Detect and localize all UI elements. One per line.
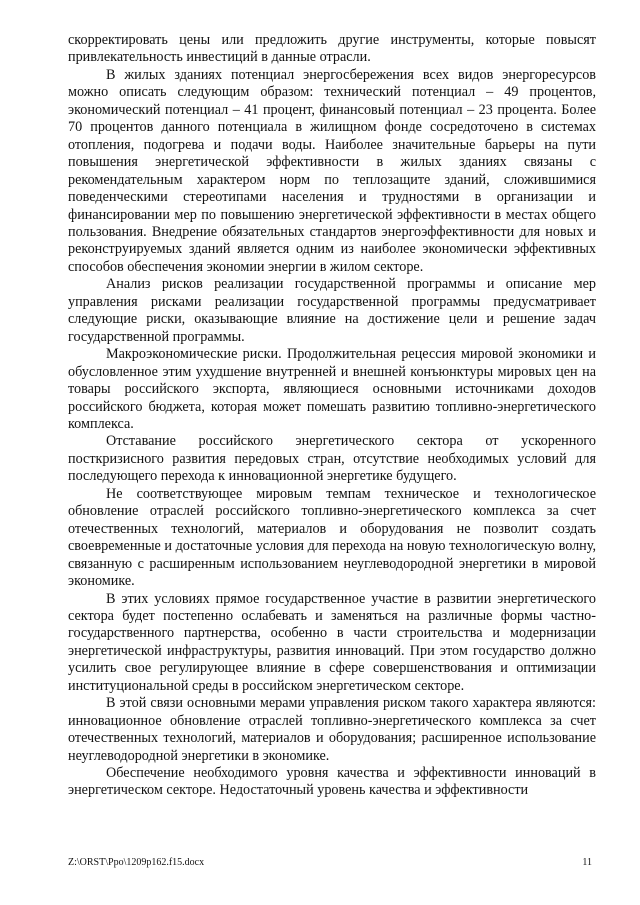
paragraph-2: В жилых зданиях потенциал энергосбережения всех видов энергоресурсов можно описать следующим образом: технический потенциал – 49 процентов, экономический потенциал – 41 процент, финансовый потенциал – 23 процента. Более 70 процентов данного потенциала в жилищном фонде сосредоточено в системах отопления, подогрева и подачи воды. Наиболее значительные барьеры на пути повышения энергетической эффективности в жилых зданиях связаны с рекомендательным характером норм по теплозащите зданий, сложившимися поведенческими стереотипами населения и трудностями в организации и финансировании мер по повышению энергетической эффективности в местах общего пользования. Внедрение обязательных стандартов энергоэффективности для новых и реконструируемых зданий является одним из наиболее экономически эффективных способов обеспечения экономии энергии в жилом секторе. bbox=[68, 66, 596, 275]
footer-file-path: Z:\ORST\Ppo\1209p162.f15.docx bbox=[68, 857, 205, 868]
paragraph-5: Отставание российского энергетического сектора от ускоренного посткризисного развития передовых стран, отсутствие необходимых условий для последующего перехода к инновационной энергетике будущего. bbox=[68, 433, 596, 485]
paragraph-6: Не соответствующее мировым темпам техническое и технологическое обновление отраслей российского топливно-энергетического комплекса за счет отечественных технологий, материалов и оборудования не позволит создать своевременные и достаточные условия для перехода на новую технологическую волну, связанную с расширенным использованием неуглеводородной энергетики в мировой экономике. bbox=[68, 485, 596, 590]
paragraph-4: Макроэкономические риски. Продолжительная рецессия мировой экономики и обусловленное этим ухудшение внутренней и внешней конъюнктуры мировых цен на товары российского экспорта, являющиеся основными источниками доходов российского бюджета, которая может помешать развитию топливно-энергетического комплекса. bbox=[68, 346, 596, 432]
paragraph-8: В этой связи основными мерами управления риском такого характера являются: инновационное обновление отраслей топливно-энергетического комплекса за счет отечественных технологий, материалов и оборудования; расширенное использование неуглеводородной энергетики в экономике. bbox=[68, 695, 596, 764]
page-number: 11 bbox=[582, 857, 592, 868]
document-body bbox=[68, 32, 596, 800]
paragraph-7: В этих условиях прямое государственное участие в развитии энергетического сектора будет постепенно ослабевать и заменяться на различные формы частно-государственного партнерства, особенно в части строительства и модернизации энергетической инфраструктуры, развития инноваций. При этом государство должно усилить свое регулирующее влияние в сфере совершенствования и оптимизации институциональной среды в российском энергетическом секторе. bbox=[68, 590, 596, 694]
paragraph-9: Обеспечение необходимого уровня качества и эффективности инноваций в энергетическом секторе. Недостаточный уровень качества и эффективности bbox=[68, 765, 596, 799]
paragraph-1: скорректировать цены или предложить другие инструменты, которые повысят привлекательность инвестиций в данные отрасли. bbox=[68, 32, 596, 66]
paragraph-3: Анализ рисков реализации государственной программы и описание мер управления рисками реализации государственной программы предусматривает следующие риски, оказывающие влияние на достижение цели и решение задач государственной программы. bbox=[68, 276, 596, 345]
